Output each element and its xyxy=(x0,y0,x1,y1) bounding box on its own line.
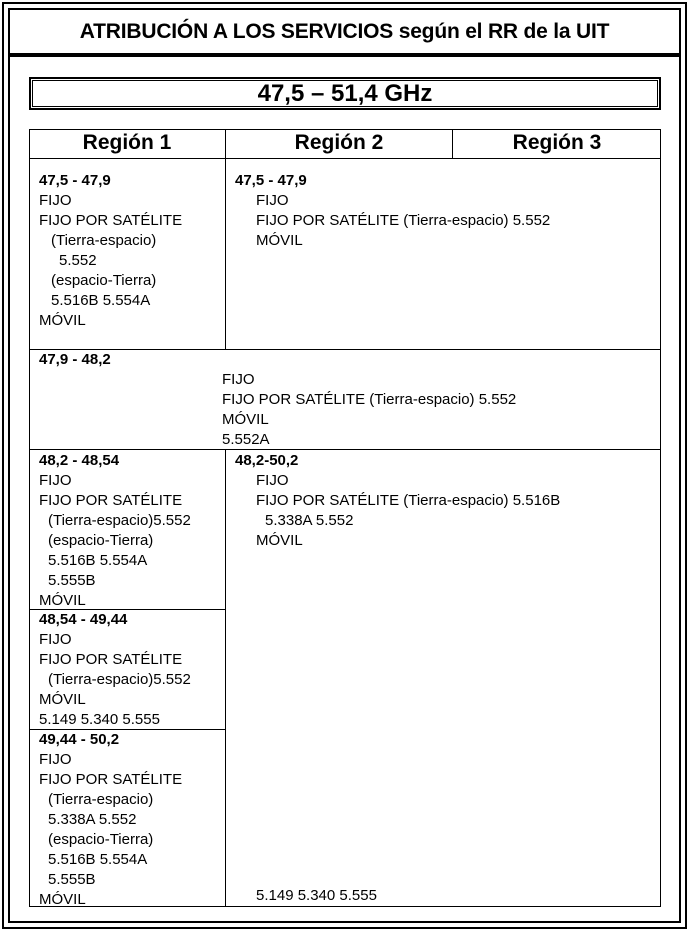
service-fixed: FIJO xyxy=(39,192,72,209)
column-header-region1: Región 1 xyxy=(82,131,172,154)
footnote-refs: 5.338A 5.552 xyxy=(265,512,354,529)
page-title: ATRIBUCIÓN A LOS SERVICIOS según el RR de la UIT xyxy=(79,19,610,43)
service-fixed: FIJO xyxy=(256,472,289,489)
frequency-band-label: 48,2 - 48,54 xyxy=(39,452,120,469)
direction-space-earth: (espacio-Tierra) xyxy=(48,831,154,848)
footnote-refs: 5.338A 5.552 xyxy=(48,811,137,828)
column-header-region3: Región 3 xyxy=(512,131,602,154)
service-mobile: MÓVIL xyxy=(39,691,86,708)
service-mobile: MÓVIL xyxy=(39,592,86,609)
service-mobile: MÓVIL xyxy=(222,411,269,428)
column-header-region2: Región 2 xyxy=(294,131,384,154)
direction-space-earth: (espacio-Tierra) xyxy=(51,272,157,289)
footnote-refs: 5.516B 5.554A xyxy=(48,851,148,868)
row2-band-cell xyxy=(39,350,111,370)
service-fixed: FIJO xyxy=(39,751,72,768)
row3-region2-3-cell xyxy=(235,451,560,551)
footnote-refs: 5.516B 5.554A xyxy=(51,292,151,309)
header-row-divider xyxy=(29,158,661,159)
service-fixed: FIJO xyxy=(39,472,72,489)
footnote-refs: 5.555B xyxy=(48,572,96,589)
frequency-band-label: 48,2-50,2 xyxy=(235,452,299,469)
service-fixed-satellite: FIJO POR SATÉLITE (Tierra-espacio) 5.516B xyxy=(256,492,561,509)
region1-divider-row3 xyxy=(225,449,226,907)
service-fixed: FIJO xyxy=(39,631,72,648)
row1-region2-3-cell xyxy=(235,171,550,251)
header-band xyxy=(8,8,681,55)
direction-earth-space: (Tierra-espacio) xyxy=(51,232,157,249)
row1-divider xyxy=(29,349,661,350)
row3b-region1-cell xyxy=(39,610,191,730)
direction-earth-space: (Tierra-espacio)5.552 xyxy=(48,512,191,529)
service-fixed-satellite: FIJO POR SATÉLITE (Tierra-espacio) 5.552 xyxy=(222,391,517,408)
footnote-refs: 5.555B xyxy=(48,871,96,888)
frequency-band-label: 47,9 - 48,2 xyxy=(39,351,111,368)
footnote-refs: 5.552 xyxy=(59,252,97,269)
frequency-band-label: 47,5 - 47,9 xyxy=(235,172,307,189)
footnote-refs: 5.516B 5.554A xyxy=(48,552,148,569)
service-mobile: MÓVIL xyxy=(39,312,86,329)
direction-earth-space: (Tierra-espacio) xyxy=(48,791,154,808)
frequency-range-inner-border xyxy=(32,80,658,107)
row2-services-cell xyxy=(222,370,516,450)
frequency-band-label: 48,54 - 49,44 xyxy=(39,611,128,628)
service-mobile: MÓVIL xyxy=(39,891,86,908)
row3a-region1-cell xyxy=(39,451,191,611)
service-fixed: FIJO xyxy=(256,192,289,209)
service-mobile: MÓVIL xyxy=(256,232,303,249)
direction-space-earth: (espacio-Tierra) xyxy=(48,532,154,549)
row1-region1-cell xyxy=(39,171,182,331)
service-fixed-satellite: FIJO POR SATÉLITE xyxy=(39,651,183,668)
frequency-range: 47,5 – 51,4 GHz xyxy=(257,79,433,107)
footnote-refs: 5.149 5.340 5.555 xyxy=(39,711,160,728)
frequency-band-label: 49,44 - 50,2 xyxy=(39,731,120,748)
frequency-band-label: 47,5 - 47,9 xyxy=(39,172,111,189)
service-fixed-satellite: FIJO POR SATÉLITE xyxy=(39,771,183,788)
direction-earth-space: (Tierra-espacio)5.552 xyxy=(48,671,191,688)
row3-region2-3-footnotes: 5.149 5.340 5.555 xyxy=(256,887,377,904)
service-mobile: MÓVIL xyxy=(256,532,303,549)
footnote-refs: 5.552A xyxy=(222,431,270,448)
service-fixed: FIJO xyxy=(222,371,255,388)
service-fixed-satellite: FIJO POR SATÉLITE (Tierra-espacio) 5.552 xyxy=(256,212,551,229)
service-fixed-satellite: FIJO POR SATÉLITE xyxy=(39,492,183,509)
service-fixed-satellite: FIJO POR SATÉLITE xyxy=(39,212,183,229)
region1-divider-row1 xyxy=(225,158,226,349)
row3c-region1-cell xyxy=(39,730,182,910)
